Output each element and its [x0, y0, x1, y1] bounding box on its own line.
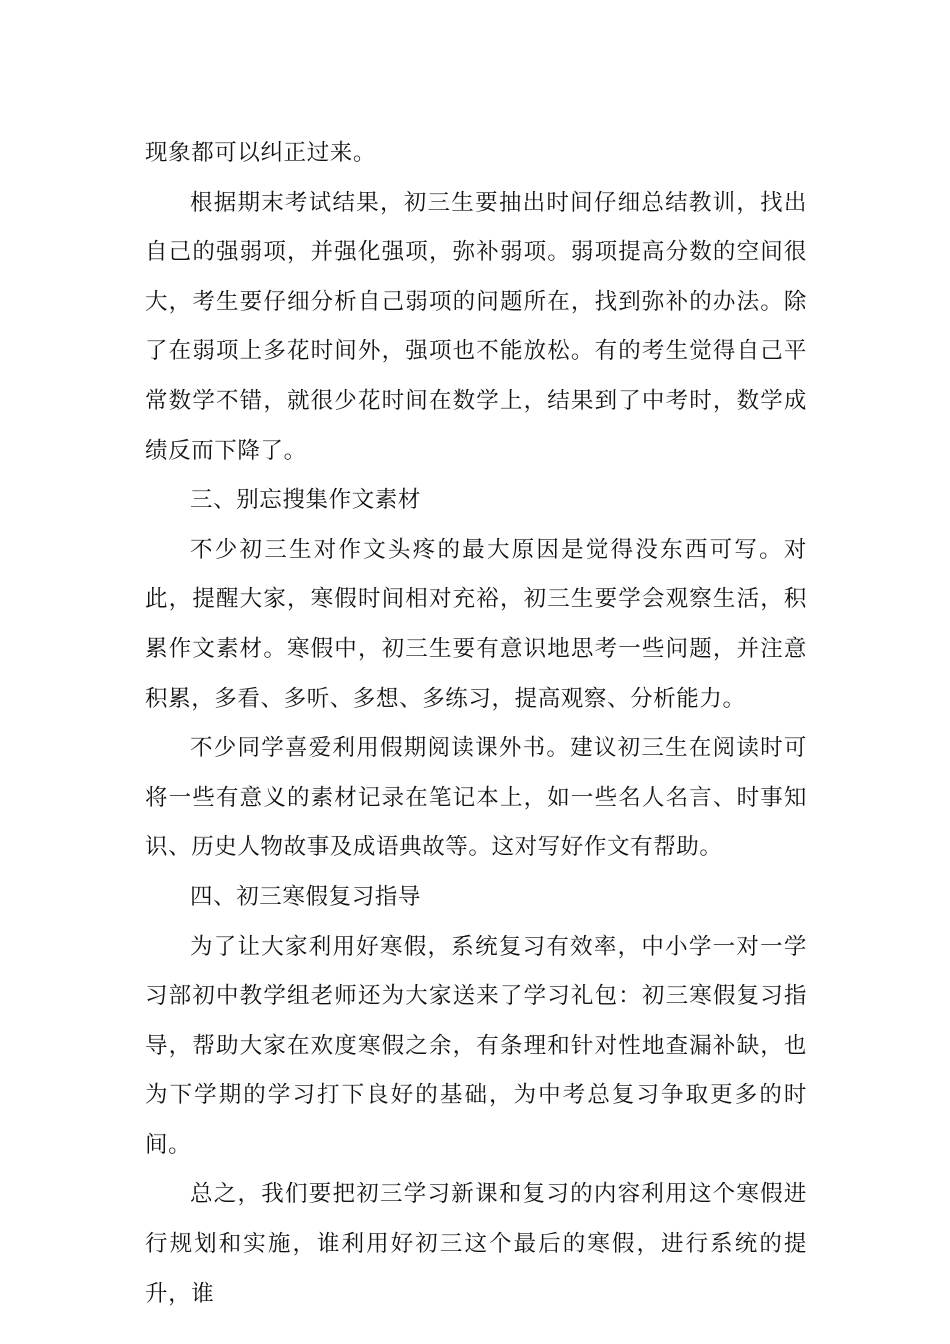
- paragraph-composition-material: 不少初三生对作文头疼的最大原因是觉得没东西可写。对此，提醒大家，寒假时间相对充裕，初三生要学会观察生活，积累作文素材。寒假中，初三生要有意识地思考一些问题，并注意积累，多看、多听、多想、多练习，提高观察、分析能力。: [145, 536, 807, 712]
- paragraph-review-package: 为了让大家利用好寒假，系统复习有效率，中小学一对一学习部初中教学组老师还为大家送来了学习礼包：初三寒假复习指导，帮助大家在欢度寒假之余，有条理和针对性地查漏补缺，也为下学期的学习打下良好的基础，为中考总复习争取更多的时间。: [145, 933, 807, 1158]
- paragraph-strengths-weaknesses: 根据期末考试结果，初三生要抽出时间仔细总结教训，找出自己的强弱项，并强化强项，弥补弱项。弱项提高分数的空间很大，考生要仔细分析自己弱项的问题所在，找到弥补的办法。除了在弱项上多花时间外，强项也不能放松。有的考生觉得自己平常数学不错，就很少花时间在数学上，结果到了中考时，数学成绩反而下降了。: [145, 189, 807, 464]
- paragraph-reading-notes: 不少同学喜爱利用假期阅读课外书。建议初三生在阅读时可将一些有意义的素材记录在笔记本上，如一些名人名言、时事知识、历史人物故事及成语典故等。这对写好作文有帮助。: [145, 735, 807, 861]
- paragraph-continuation: 现象都可以纠正过来。: [145, 140, 377, 166]
- paragraph-conclusion: 总之，我们要把初三学习新课和复习的内容利用这个寒假进行规划和实施，谁利用好初三这个最后的寒假，进行系统的提升，谁: [145, 1181, 807, 1307]
- document-body: [145, 129, 807, 1319]
- section-heading-review-guide: 四、初三寒假复习指导: [190, 883, 422, 910]
- section-heading-composition: 三、别忘搜集作文素材: [190, 487, 422, 514]
